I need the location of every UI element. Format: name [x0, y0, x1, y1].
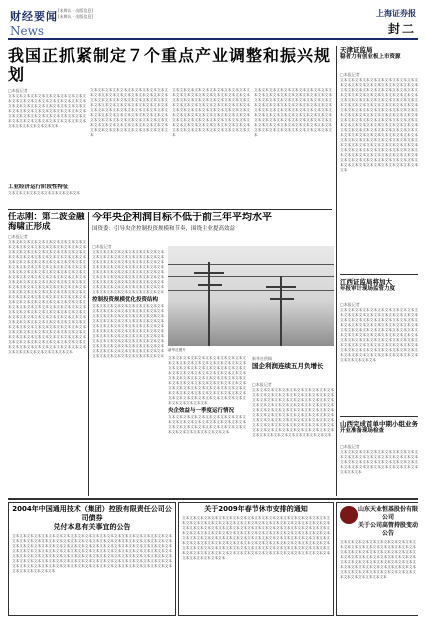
bottom-divider: [8, 498, 418, 500]
right-a-subhead: 稳者力有创业板上市资源: [340, 54, 401, 60]
bottom-right-sub: 关于公司高管持股变动公告: [357, 522, 418, 537]
right-a-byline: □本报记者: [340, 72, 360, 77]
newspaper-page: [8, 6, 418, 616]
lead-box-head: 工业经济运行阶段性特征: [8, 184, 69, 190]
photo-wire: [168, 276, 334, 277]
company-logo-badge: [340, 506, 358, 524]
lead-col-4: [254, 88, 332, 206]
right-b-headline-block: [340, 278, 418, 300]
right-c-byline: □本报记者: [340, 444, 360, 449]
lead-divider: [8, 209, 332, 210]
photo-tower: [280, 276, 282, 346]
electric-body: [252, 382, 334, 494]
photo-wire: [168, 264, 334, 265]
right-c-subhead: 开业准备现场检查: [340, 428, 385, 434]
subsidy-headline: 任志刚：第二波金融海啸正形成: [8, 212, 85, 230]
masthead-issue-info: [58, 8, 278, 20]
profit-col-1-text-b: 文本文本文本文本文本文本文本文本文本文本文本文本文本文本文本文本文本文本文本文本文本文本文本文本文本文本文本文本文本文本文本文本文本文本文本文本文本文本文本文本文本文本文本文本文本文本文本文本文本文本文本文本文本文本文本文本文本文本文本文本文本文本文本文本文本文本文本文本文本文本文本文本文本文本文本文本文本文本文本文本文本文本文本文本文本文本文本文本文本文本文本文本文本文本文本文本文本文本文本文本文本文本文本文本文本文本文本文本文本文本: [92, 304, 164, 358]
bottom-mid-text: 文本文本文本文本文本文本文本文本文本文本文本文本文本文本文本文本文本文本文本文本文本文本文本文本文本文本文本文本文本文本文本文本文本文本文本文本文本文本文本文本文本文本文本文本文本文本文本文本文本文本文本文本文本文本文本文本文本文本文本文本文本文本文本文本文本文本文本文本文本文本文本文本文本文本文本文本文本文本文本文本文本文本文本文本文本文本文本文本文本文本文本文本文本文本文本文本文本文本文本文本文本文本文本文本文本文本文本文本文本文本文本文本文本文本文本文本文本文本文本文本文本文本文本文本文本文本文本文本文本文本文本文本文本文本文本文本文本文本文本文本文本文本文本文本文本文本文本文本文本文本文本文本文本文本文本文本文本文本文本文本文本文本文本文本文本文本文本文本文本文本: [182, 516, 330, 560]
lead-col-3-text: 文本文本文本文本文本文本文本文本文本文本文本文本文本文本文本文本文本文本文本文本文本文本文本文本文本文本文本文本文本文本文本文本文本文本文本文本文本文本文本文本文本文本文本文本文本文本文本文本文本文本文本文本文本文本文本文本文本文本文本文本文本文本文本文本文本文本文本文本文本文本文本文本文本文本文本文本文本文本文本文本文本文本文本文本文本文本文本文本文本文本文本文本文本文本文本: [172, 88, 250, 137]
right-divider-1: [340, 274, 418, 275]
subsidy-headline-block: [8, 212, 86, 230]
profit-col-2-text-b: 文本文本文本文本文本文本文本文本文本文本文本文本文本文本文本文本文本文本文本文本文本文本文本文本文本文本文本文本文本文本文本文本文本文本文本文本文本文本文本文本: [168, 415, 246, 434]
right-b-subhead: 年报审计现场监管力度: [340, 286, 396, 292]
photo-wire: [168, 290, 334, 291]
lead-col-1-box: [8, 184, 86, 204]
transmission-tower-photo: [168, 246, 334, 346]
lead-headline: 我国正抓紧制定７个重点产业调整和振兴规划: [8, 46, 332, 84]
masthead-section: 封二: [387, 22, 416, 36]
right-a-text: 文本文本文本文本文本文本文本文本文本文本文本文本文本文本文本文本文本文本文本文本文本文本文本文本文本文本文本文本文本文本文本文本文本文本文本文本文本文本文本文本文本文本文本文本文本文本文本文本文本文本文本文本文本文本文本文本文本文本文本文本文本文本文本文本文本文本文本文本文本文本文本文本文本文本文本文本文本文本文本文本文本文本文本文本文本文本文本文本文本文本文本文本文本文本文本文本文本文本文本文本文本文本文本文本文本文本文本文本文本文本文本文本文本文本文本文本文本文本文本文本文本文本文本文本文本文本文本文本文本文本文本文本文本文本文本文本文本文本文本文本文本文本文本文本文本文本文本文本文本文本文本文本文本文本文本文本文本文本文本文本文本文本文本文本文本文本文本文本文本文本文本文本文本文本文本文本文本文本文本文本文本文本文本文本文本文本文本文本文本文本: [340, 78, 418, 172]
masthead: [8, 6, 418, 46]
right-b-headline: 江西证监局将加大: [340, 278, 392, 286]
photo-tower: [208, 262, 210, 346]
profit-col-1: [92, 244, 164, 494]
right-c-body: [340, 444, 418, 496]
lead-box-text: 文本文本文本文本文本文本文本文本文本文本: [8, 191, 80, 195]
subsidy-text: 文本文本文本文本文本文本文本文本文本文本文本文本文本文本文本文本文本文本文本文本文本文本文本文本文本文本文本文本文本文本文本文本文本文本文本文本文本文本文本文本文本文本文本文本文本文本文本文本文本文本文本文本文本文本文本文本文本文本文本文本文本文本文本文本文本文本文本文本文本文本文本文本文本文本文本文本文本文本文本文本文本文本文本文本文本文本文本文本文本文本文本文本文本文本文本文本文本文本文本文本文本文本文本文本文本文本文本文本文本文本文本文本文本文本文本文本文本文本文本文本文本文本文本文本文本文本文本文本文本文本文本文本文本文本文本文本文本文本文本文本文本文本文本文本文本文本文本文本文本文本文本文本文本文本文本文本文本文本文本文本文本文本文本文本文本文本文本文本文本文本文本文本文本文本文本文本文本文本文本文本文本文本文本文本文本文本文本文本文本文本文本文本文本文本文本文本文本文本文本文本文本文本文本文本文本文本文本文本文本文本文本文本文本文本文本文本文本文本文本文本文本文本文本文本文本文本文本文本文本文本文本文本文本文本文本文本文本文本文本文本: [8, 240, 86, 354]
profit-subhead: 国资委：引导央企控制投资规模和节奏，围绕主业提高效益: [92, 226, 236, 232]
bottom-left-sub: 兑付本息有关事宜的公告: [53, 523, 131, 531]
profit-col-2: [168, 356, 246, 494]
issue-line-1: [未辨认 · 出版信息]: [58, 8, 93, 13]
right-c-text: 文本文本文本文本文本文本文本文本文本文本文本文本文本文本文本文本文本文本文本文本文本文本文本文本文本文本文本文本文本文本文本文本文本文本文本文本文本文本文本文本文本文本文本文本文本: [340, 450, 418, 474]
right-divider-2: [340, 416, 418, 417]
bottom-right-notice: [336, 502, 418, 616]
right-col-divider: [336, 46, 337, 496]
right-b-byline: □本报记者: [340, 302, 360, 307]
profit-byline: □本报记者: [92, 244, 112, 249]
left-col-divider: [88, 212, 89, 496]
right-a-headline: 天津证监局: [340, 46, 373, 54]
bottom-right-text: 文本文本文本文本文本文本文本文本文本文本文本文本文本文本文本文本文本文本文本文本文本文本文本文本文本文本文本文本文本文本文本文本文本文本文本文本文本文本文本文本文本文本文本文本文本文本文本文本文本文本文本文本文本文本文本文本文本文本文本文本文本文本文本文本文本文本文本文本文本文本文本文本文本文本文本文本文本文本文本文本: [340, 540, 416, 579]
right-b-body: [340, 302, 418, 414]
issue-line-2: [未辨认 · 出版信息]: [58, 14, 93, 19]
bottom-left-text: 文本文本文本文本文本文本文本文本文本文本文本文本文本文本文本文本文本文本文本文本文本文本文本文本文本文本文本文本文本文本文本文本文本文本文本文本文本文本文本文本文本文本文本文本文本文本文本文本文本文本文本文本文本文本文本文本文本文本文本文本文本文本文本文本文本文本文本文本文本文本文本文本文本文本文本文本文本文本文本文本文本文本文本文本文本文本文本文本文本文本文本文本文本文本文本文本文本文本文本文本文本文本文本文本文本文本文本文本文本文本文本文本文本文本文本文本文本文本文本文本文本文本文本文本文本文本文本文本文本文本文本文本文本文本文本文本文本文本文本文本文本文本文本文本文本文本文本文本文本文本文本文本文本文本文本文本文本文本文本文本: [12, 534, 172, 573]
lead-col-4-text: 文本文本文本文本文本文本文本文本文本文本文本文本文本文本文本文本文本文本文本文本文本文本文本文本文本文本文本文本文本文本文本文本文本文本文本文本文本文本文本文本文本文本文本文本文本文本文本文本文本文本文本文本文本文本文本文本文本文本文本文本文本文本文本文本文本文本文本文本文本文本文本文本文本文本文本文本文本文本文本文本文本文本文本文本文本文本文本文本文本文本文本文本文本文本文本: [254, 88, 332, 137]
bottom-mid-head: 关于2009年春节休市安排的通知: [204, 505, 308, 513]
bottom-left-notice: [8, 502, 176, 616]
electric-byline: □本报记者: [252, 382, 272, 387]
right-a-headline-block: [340, 46, 418, 70]
electric-text: 文本文本文本文本文本文本文本文本文本文本文本文本文本文本文本文本文本文本文本文本文本文本文本文本文本文本文本文本文本文本文本文本文本文本文本文本文本文本文本文本文本文本文本文本文本文本文本文本文本文本文本文本文本文本文本文本文本文本文本文本文本文本文本文本文本文本文本文本文本文本文本文本文本文本文本文本文本文本文本文本文本文本文本文本文本文本文本文本文本文本文本文本文本文本文本文本文本文本文本文本文本文本文本文本文本文本文本文本文本文本: [252, 388, 334, 437]
bottom-mid-notice: [178, 502, 334, 616]
subsidy-body: [8, 234, 86, 494]
electric-kicker: 新华社供稿: [252, 356, 272, 361]
lead-headline-block: [8, 46, 332, 86]
subsidy-byline: □本报记者: [8, 234, 28, 239]
right-c-headline: 山西完成首单中期小组业务: [340, 420, 418, 428]
profit-col-1-text: 文本文本文本文本文本文本文本文本文本文本文本文本文本文本文本文本文本文本文本文本文本文本文本文本文本文本文本文本文本文本文本文本文本文本文本文本文本文本文本文本文本文本文本文本文本文本文本文本文本文本文本文本文本文本文本文本文本文本文本文本文本文本文本文本文本文本文本文本文本文本文本文本文本文本文本文本文本文本文本文本文本文本文本文本文本文本文本文本文本文本: [92, 250, 164, 294]
profit-headline-block: [92, 212, 332, 242]
bottom-right-head: 山东天业恒基股份有限公司: [357, 506, 418, 521]
electric-headline-block: [252, 356, 334, 380]
right-b-text: 文本文本文本文本文本文本文本文本文本文本文本文本文本文本文本文本文本文本文本文本文本文本文本文本文本文本文本文本文本文本文本文本文本文本文本文本文本文本文本文本文本文本文本文本文本文本文本文本文本文本文本文本文本文本文本文本文本文本文本文本文本文本文本文本文本文本文本文本文本文本文本文本文本文本文本文本文本文本文本文本文本文本文本文本文本文本文本文本文本文本文本文本文本文本文本文本文本文本文本文本文本文本文本文本文本文本文本文本文本文本: [340, 308, 418, 362]
masthead-news-label: News: [10, 24, 45, 38]
lead-col-3: [172, 88, 250, 206]
photo-caption: 新华社图片: [168, 348, 186, 352]
profit-box-head: 控制投资规模优化投资结构: [92, 297, 159, 303]
lead-col-1: [8, 88, 86, 182]
right-c-headline-block: [340, 420, 418, 442]
right-a-body: [340, 72, 418, 272]
lead-col-2: [90, 88, 168, 206]
lead-col-1-text: 文本文本文本文本文本文本文本文本文本文本文本文本文本文本文本文本文本文本文本文本文本文本文本文本文本文本文本文本文本文本文本文本文本文本文本文本文本文本文本文本文本文本文本文本文本文本文本文本文本文本文本文本文本文本文本文本文本文本文本文本文本文本文本文本文本文本文本文本文本文本: [8, 94, 86, 128]
masthead-paper-name: 上海证券报: [376, 9, 416, 18]
bottom-left-head: 2004年中国通用技术（集团）控股有限责任公司公司债券: [12, 505, 172, 522]
profit-box-head-2: 央企效益与一季度运行情况: [168, 408, 235, 414]
lead-byline: □本报记者: [8, 88, 28, 93]
lead-col-2-text: 文本文本文本文本文本文本文本文本文本文本文本文本文本文本文本文本文本文本文本文本文本文本文本文本文本文本文本文本文本文本文本文本文本文本文本文本文本文本文本文本文本文本文本文本文本文本文本文本文本文本文本文本文本文本文本文本文本文本文本文本文本文本文本文本文本文本文本文本文本文本文本文本文本文本文本文本文本文本文本文本文本文本文本文本文本文本文本文本文本文本文本文本文本文本文本: [90, 88, 168, 137]
profit-col-2-text: 文本文本文本文本文本文本文本文本文本文本文本文本文本文本文本文本文本文本文本文本文本文本文本文本文本文本文本文本文本文本文本文本文本文本文本文本文本文本文本文本文本文本文本文本文本文本文本文本文本文本文本文本文本文本文本文本文本文本文本文本文本文本文本文本文本文本文本文本文本文本文本文本文本文本文本文本文本文本文本文本文本文本文本文本文本文本文本文本文本文本文本文本文本文本文本文本文本文本文本文本: [168, 356, 246, 405]
electric-headline: 国企利润连续五月负增长: [252, 362, 324, 370]
masthead-rule: [8, 38, 418, 40]
profit-headline: 今年央企利润目标不低于前三年平均水平: [92, 212, 272, 223]
masthead-brand: 财经要闻: [10, 10, 58, 23]
